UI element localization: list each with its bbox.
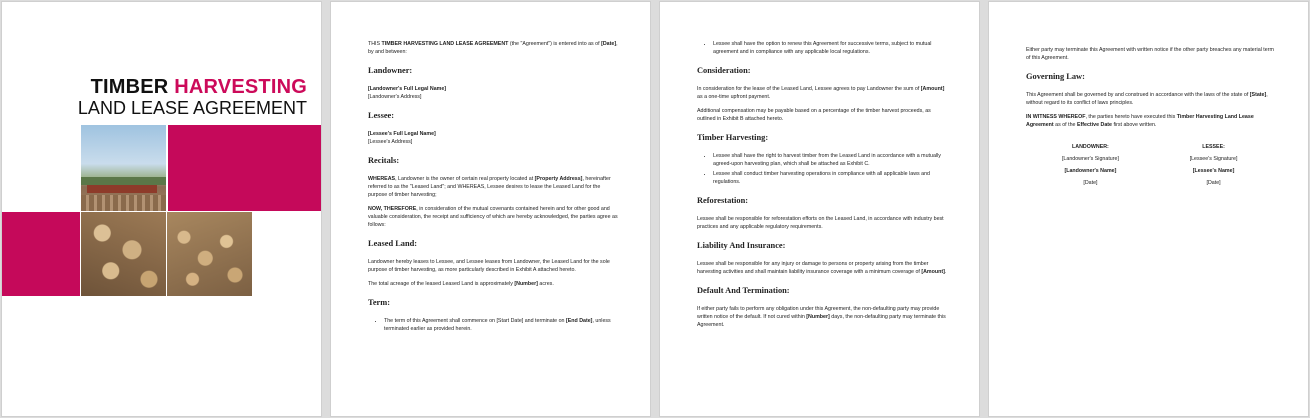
landowner-name: [Landowner's Full Legal Name] xyxy=(368,86,447,92)
leased-land-paragraph: Landowner hereby leases to Lessee, and Lessee leases from Landowner, the Leased Land for the sole purpose of timber harvesting, as more particularly described in Exhibit A attached hereto. xyxy=(368,259,610,273)
list-item: • Lessee shall have the right to harvest timber from the Leased Land in accordance with a mutually agreed-upon harvesting plan, which shall be attached as Exhibit C. xyxy=(713,152,949,168)
default-paragraph: If either party fails to perform any obligation under this Agreement, the non-defaulting party may provide written notice of the default. If not cured within [Number] days, the non-defaulting party may terminate this Agreement. xyxy=(697,306,946,328)
logs-photo-left xyxy=(81,212,166,296)
landowner-signature-column xyxy=(1038,143,1143,191)
list-item: • Lessee shall conduct timber harvesting operations in compliance with all applicable laws and regulations. xyxy=(713,170,949,186)
lessee-signature: [Lessee's Signature] xyxy=(1189,156,1238,162)
term-list xyxy=(368,317,620,333)
signature-block xyxy=(1026,143,1278,191)
intro-paragraph: THIS TIMBER HARVESTING LAND LEASE AGREEMENT (the "Agreement") is entered into as of [Date], by and between: xyxy=(368,41,618,55)
agreement-page-4 xyxy=(988,1,1309,417)
lessee-address: [Lessee's Address] xyxy=(368,139,413,145)
leased-land-heading: Leased Land: xyxy=(368,239,418,248)
consideration-paragraph-1: In consideration for the lease of the Leased Land, Lessee agrees to pay Landowner the sum of [Amount] as a one-time upfront payment. xyxy=(697,86,945,100)
acreage-paragraph: The total acreage of the leased Leased Land is approximately [Number] acres. xyxy=(368,281,554,287)
reforestation-paragraph: Lessee shall be responsible for reforestation efforts on the Leased Land, in accordance with industry best practices and any applicable regulatory requirements. xyxy=(697,216,944,230)
landowner-label: LANDOWNER: xyxy=(1072,144,1109,150)
agreement-page-2 xyxy=(330,1,651,417)
timber-harvesting-list xyxy=(697,152,949,186)
reforestation-heading: Reforestation: xyxy=(697,196,749,205)
cover-title xyxy=(2,76,321,99)
consideration-heading: Consideration: xyxy=(697,66,751,75)
cover-title-word2: HARVESTING xyxy=(174,76,307,98)
consideration-paragraph-2: Additional compensation may be payable based on a percentage of the timber harvest proceeds, as outlined in Exhibit B attached hereto. xyxy=(697,108,931,122)
landowner-printed-name: [Landowner's Name] xyxy=(1064,168,1117,174)
list-item: • Lessee shall have the option to renew this Agreement for successive terms, subject to mutual agreement and in compliance with any applicable local regulations. xyxy=(713,40,949,56)
lessee-label: LESSEE: xyxy=(1202,144,1225,150)
lessee-date: [Date] xyxy=(1206,180,1221,186)
landowner-address: [Landowner's Address] xyxy=(368,94,422,100)
recital-now-therefore: NOW, THEREFORE, in consideration of the mutual covenants contained herein and for other good and valuable consideration, the receipt and sufficiency of which are hereby acknowledged, the parties agree as follows: xyxy=(368,206,618,228)
lessee-signature-column xyxy=(1161,143,1266,191)
governing-law-paragraph: This Agreement shall be governed by and construed in accordance with the laws of the state of [State], without regard to its conflict of laws principles. xyxy=(1026,92,1268,106)
liability-heading: Liability And Insurance: xyxy=(697,241,786,250)
landowner-heading: Landowner: xyxy=(368,66,413,75)
magenta-block-left xyxy=(2,212,80,296)
agreement-page-3 xyxy=(659,1,980,417)
renewal-list xyxy=(697,40,949,56)
magenta-block-right xyxy=(168,125,322,211)
termination-paragraph: Either party may terminate this Agreement with written notice if the other party breaches any material term of this Agreement. xyxy=(1026,47,1274,61)
landowner-signature: [Landowner's Signature] xyxy=(1061,156,1119,162)
term-heading: Term: xyxy=(368,298,391,307)
timber-harvesting-heading: Timber Harvesting: xyxy=(697,133,769,142)
liability-paragraph: Lessee shall be responsible for any injury or damage to persons or property arising from the timber harvesting activities and shall maintain liability insurance coverage with a minimum coverage of [Amount]. xyxy=(697,261,947,275)
landowner-date: [Date] xyxy=(1083,180,1098,186)
sawmill-photo xyxy=(81,125,166,211)
logs-photo-right xyxy=(167,212,252,296)
cover-page xyxy=(1,1,322,417)
default-heading: Default And Termination: xyxy=(697,286,790,295)
recital-whereas: WHEREAS, Landowner is the owner of certain real property located at [Property Address], hereinafter referred to as the "Leased Land"; and WHEREAS, Lessee desires to lease the Leased Land for the purpose of timber harvesting; xyxy=(368,176,611,198)
lessee-heading: Lessee: xyxy=(368,111,395,120)
list-item: • The term of this Agreement shall commence on [Start Date] and terminate on [End Date], unless terminated earlier as provided herein. xyxy=(384,317,620,333)
recitals-heading: Recitals: xyxy=(368,156,400,165)
witness-paragraph: IN WITNESS WHEREOF, the parties hereto have executed this Timber Harvesting Land Lease Agreement as of the Effective Date first above written. xyxy=(1026,114,1254,128)
lessee-printed-name: [Lessee's Name] xyxy=(1192,168,1235,174)
governing-law-heading: Governing Law: xyxy=(1026,72,1085,81)
cover-title-word1: TIMBER xyxy=(90,76,169,98)
cover-subtitle: LAND LEASE AGREEMENT xyxy=(77,98,307,118)
lessee-name: [Lessee's Full Legal Name] xyxy=(368,131,436,137)
